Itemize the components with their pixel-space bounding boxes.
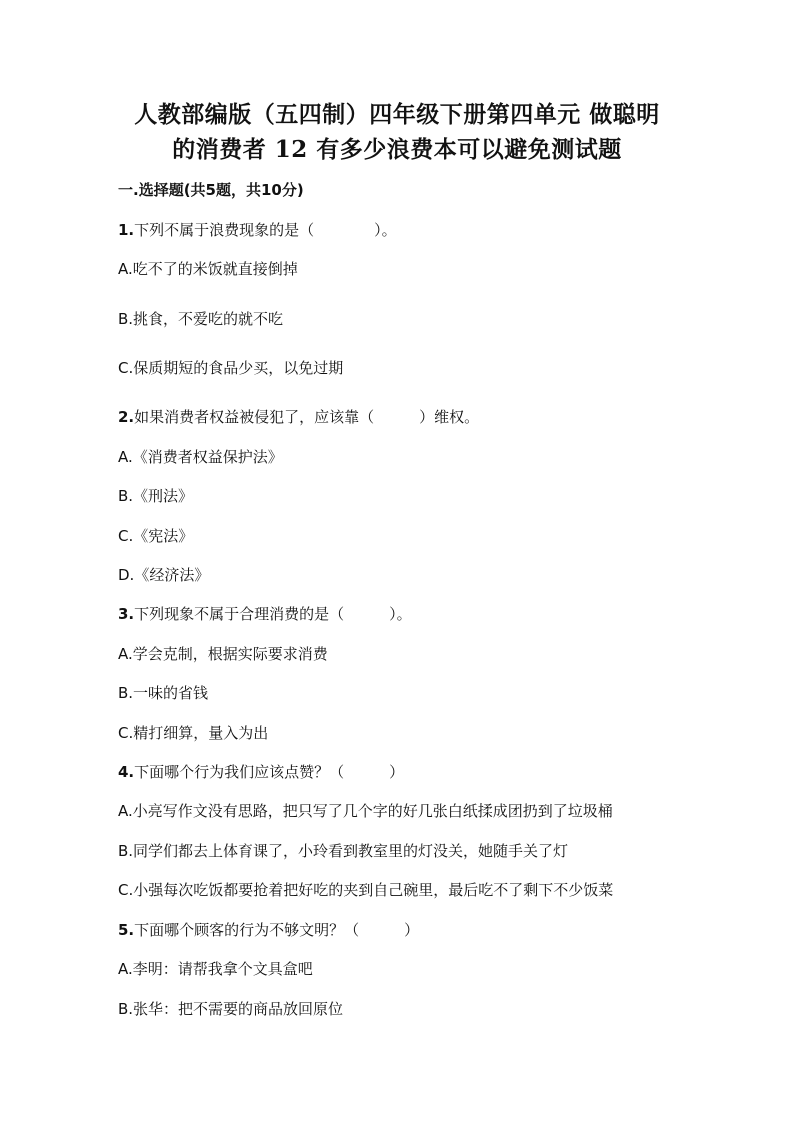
question-2-option-c: C.《宪法》 [118, 527, 194, 545]
document-title-line-1: 人教部编版（五四制）四年级下册第四单元 做聪明 [134, 101, 660, 128]
question-3-option-a: A.学会克制，根据实际要求消费 [118, 645, 328, 663]
question-2-option-d: D.《经济法》 [118, 566, 210, 584]
question-5 [118, 919, 419, 940]
question-3-option-b: B.一味的省钱 [118, 684, 209, 702]
question-4-option-c: C.小强每次吃饭都要抢着把好吃的夹到自己碗里，最后吃不了剩下不少饭菜 [118, 881, 614, 899]
question-3 [118, 603, 412, 624]
question-number: 3. [118, 605, 135, 623]
question-stem: 下列现象不属于合理消费的是（ ）。 [134, 605, 412, 623]
question-3-option-c: C.精打细算，量入为出 [118, 724, 269, 742]
question-2-option-a: A.《消费者权益保护法》 [118, 448, 283, 466]
question-number: 4. [118, 763, 135, 781]
question-number: 5. [118, 921, 135, 939]
question-stem: 下列不属于浪费现象的是（ ）。 [134, 221, 397, 239]
question-5-option-a: A.李明：请帮我拿个文具盒吧 [118, 960, 313, 978]
question-number: 2. [118, 408, 135, 426]
question-2-option-b: B.《刑法》 [118, 487, 194, 505]
section-heading: 一.选择题(共5题，共10分) [118, 181, 304, 199]
question-4-option-a: A.小亮写作文没有思路，把只写了几个字的好几张白纸揉成团扔到了垃圾桶 [118, 802, 613, 820]
question-stem: 如果消费者权益被侵犯了，应该靠（ ）维权。 [134, 408, 480, 426]
question-stem: 下面哪个行为我们应该点赞？（ ） [134, 763, 405, 781]
question-1 [118, 219, 397, 240]
question-number: 1. [118, 221, 135, 239]
question-5-option-b: B.张华：把不需要的商品放回原位 [118, 1000, 344, 1018]
question-1-option-c: C.保质期短的食品少买，以免过期 [118, 359, 344, 377]
question-4-option-b: B.同学们都去上体育课了，小玲看到教室里的灯没关，她随手关了灯 [118, 842, 569, 860]
question-stem: 下面哪个顾客的行为不够文明？（ ） [134, 921, 420, 939]
question-1-option-a: A.吃不了的米饭就直接倒掉 [118, 260, 298, 278]
question-2 [118, 406, 479, 427]
question-1-option-b: B.挑食，不爱吃的就不吃 [118, 310, 284, 328]
question-4 [118, 761, 404, 782]
document-title-line-2: 的消费者 12 有多少浪费本可以避免测试题 [172, 136, 622, 163]
